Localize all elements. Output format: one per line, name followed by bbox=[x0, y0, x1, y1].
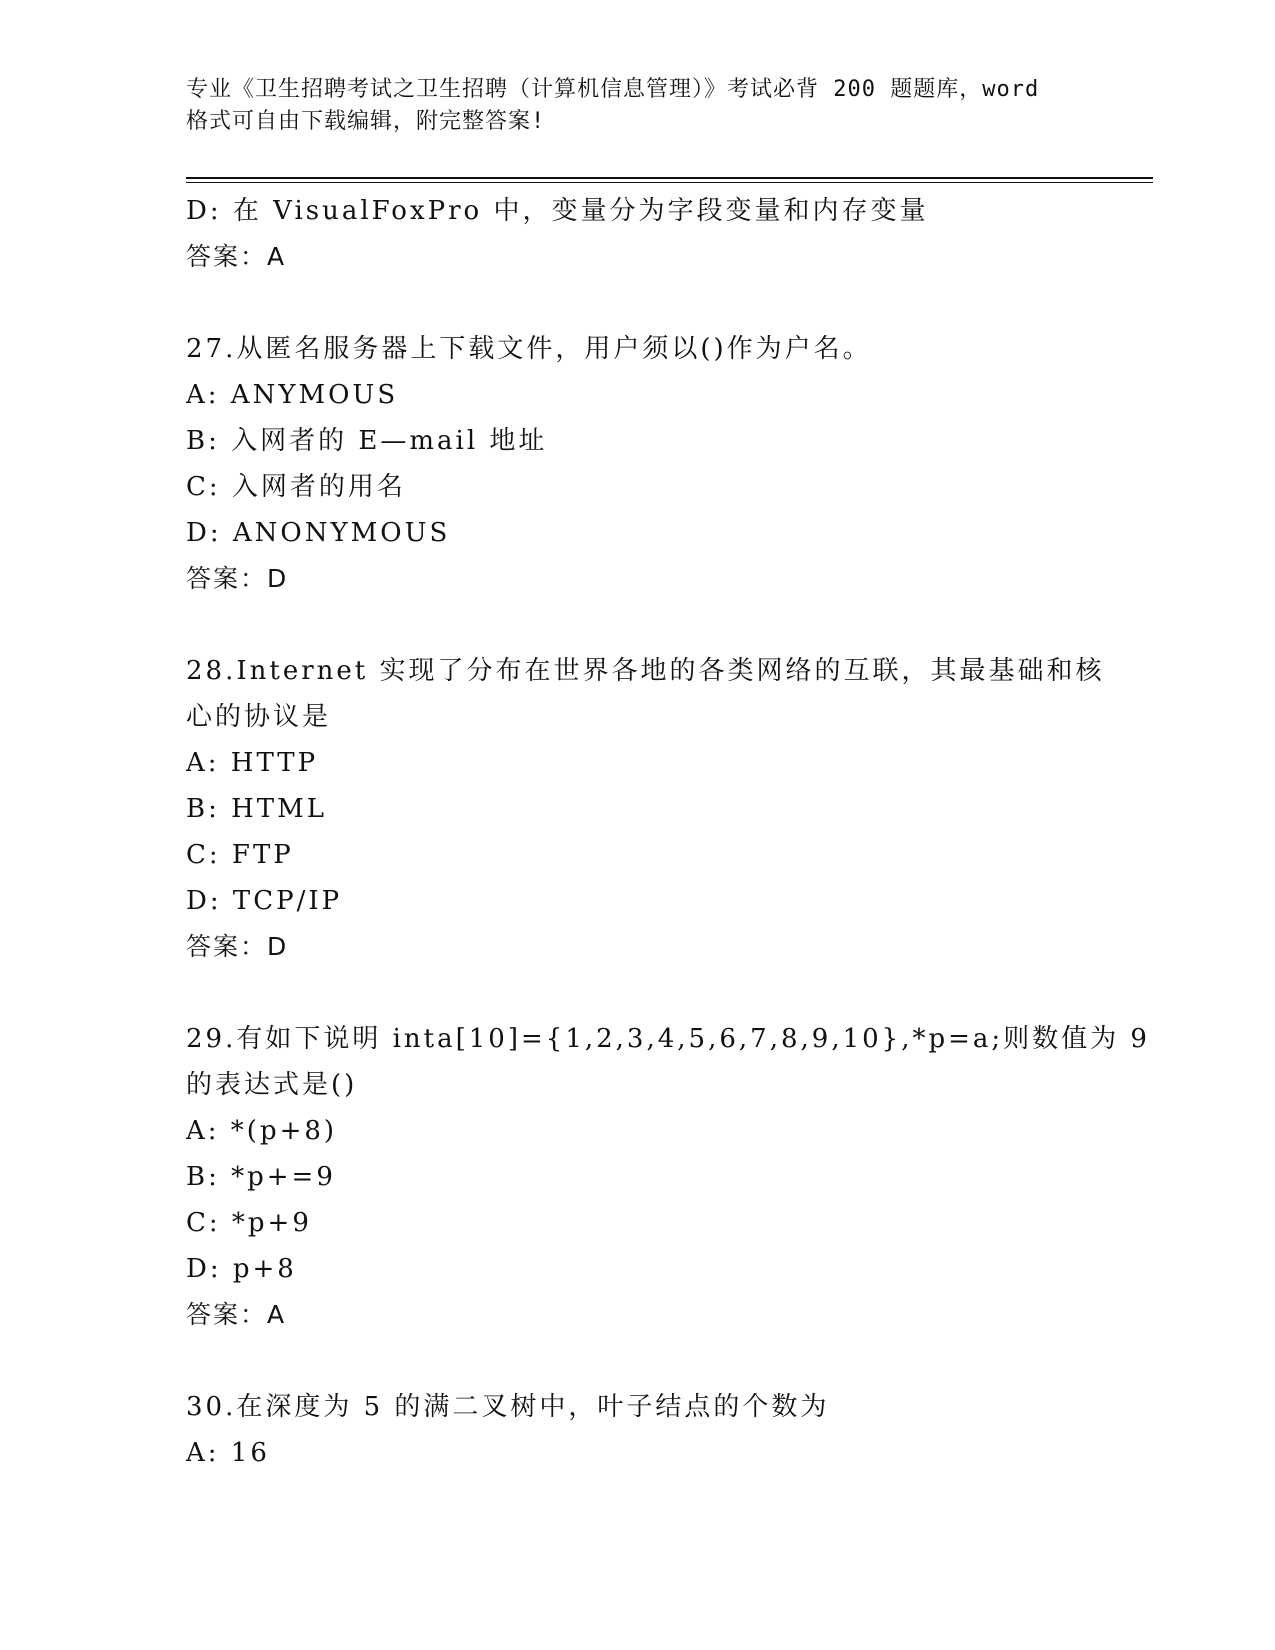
header-divider-thick bbox=[186, 177, 1153, 179]
option-c: C: *p+9 bbox=[186, 1208, 312, 1238]
question-block-30 bbox=[186, 1384, 1086, 1476]
option-b: B: 入网者的 E—mail 地址 bbox=[186, 426, 548, 456]
option-c: C: FTP bbox=[186, 840, 294, 870]
option-d: D: TCP/IP bbox=[186, 886, 343, 916]
question-block-28 bbox=[186, 648, 1105, 970]
question-list bbox=[186, 188, 1150, 1476]
question-text-line-1: 29.有如下说明 inta[10]={1,2,3,4,5,6,7,8,9,10},*p=a;则数值为 9 bbox=[186, 1024, 1150, 1054]
answer-line: 答案：D bbox=[186, 564, 289, 593]
answer-line: 答案：A bbox=[186, 1300, 287, 1329]
spacer bbox=[186, 970, 1086, 1016]
spacer bbox=[186, 602, 1086, 648]
question-block-26 bbox=[186, 188, 1086, 280]
question-text: 27.从匿名服务器上下载文件，用户须以()作为户名。 bbox=[186, 334, 872, 364]
header-line-2: 格式可自由下载编辑，附完整答案! bbox=[186, 109, 546, 134]
option-c: C: 入网者的用名 bbox=[186, 472, 406, 502]
question-text-line-1: 28.Internet 实现了分布在世界各地的各类网络的互联，其最基础和核 bbox=[186, 656, 1105, 686]
question-text-line-2: 的表达式是() bbox=[186, 1070, 358, 1100]
document-header bbox=[186, 74, 1086, 138]
option-d: D: ANONYMOUS bbox=[186, 518, 451, 548]
answer-line: 答案：D bbox=[186, 932, 289, 961]
question-text-line-2: 心的协议是 bbox=[186, 702, 332, 732]
option-a: A: *(p+8) bbox=[186, 1116, 338, 1146]
question-text: 30.在深度为 5 的满二叉树中，叶子结点的个数为 bbox=[186, 1392, 830, 1422]
question-block-29 bbox=[186, 1016, 1150, 1338]
header-divider-thin bbox=[186, 182, 1153, 183]
option-a: A: ANYMOUS bbox=[186, 380, 399, 410]
option-a: A: 16 bbox=[186, 1438, 270, 1468]
answer-line: 答案：A bbox=[186, 242, 287, 271]
option-a: A: HTTP bbox=[186, 748, 319, 778]
option-d: D: p+8 bbox=[186, 1254, 297, 1284]
option-b: B: HTML bbox=[186, 794, 328, 824]
spacer bbox=[186, 1338, 1086, 1384]
question-block-27 bbox=[186, 326, 1086, 602]
header-line-1: 专业《卫生招聘考试之卫生招聘（计算机信息管理）》考试必背 200 题题库，word bbox=[186, 77, 1040, 102]
option-b: B: *p+=9 bbox=[186, 1162, 336, 1192]
spacer bbox=[186, 280, 1086, 326]
option-d: D: 在 VisualFoxPro 中，变量分为字段变量和内存变量 bbox=[186, 196, 929, 226]
